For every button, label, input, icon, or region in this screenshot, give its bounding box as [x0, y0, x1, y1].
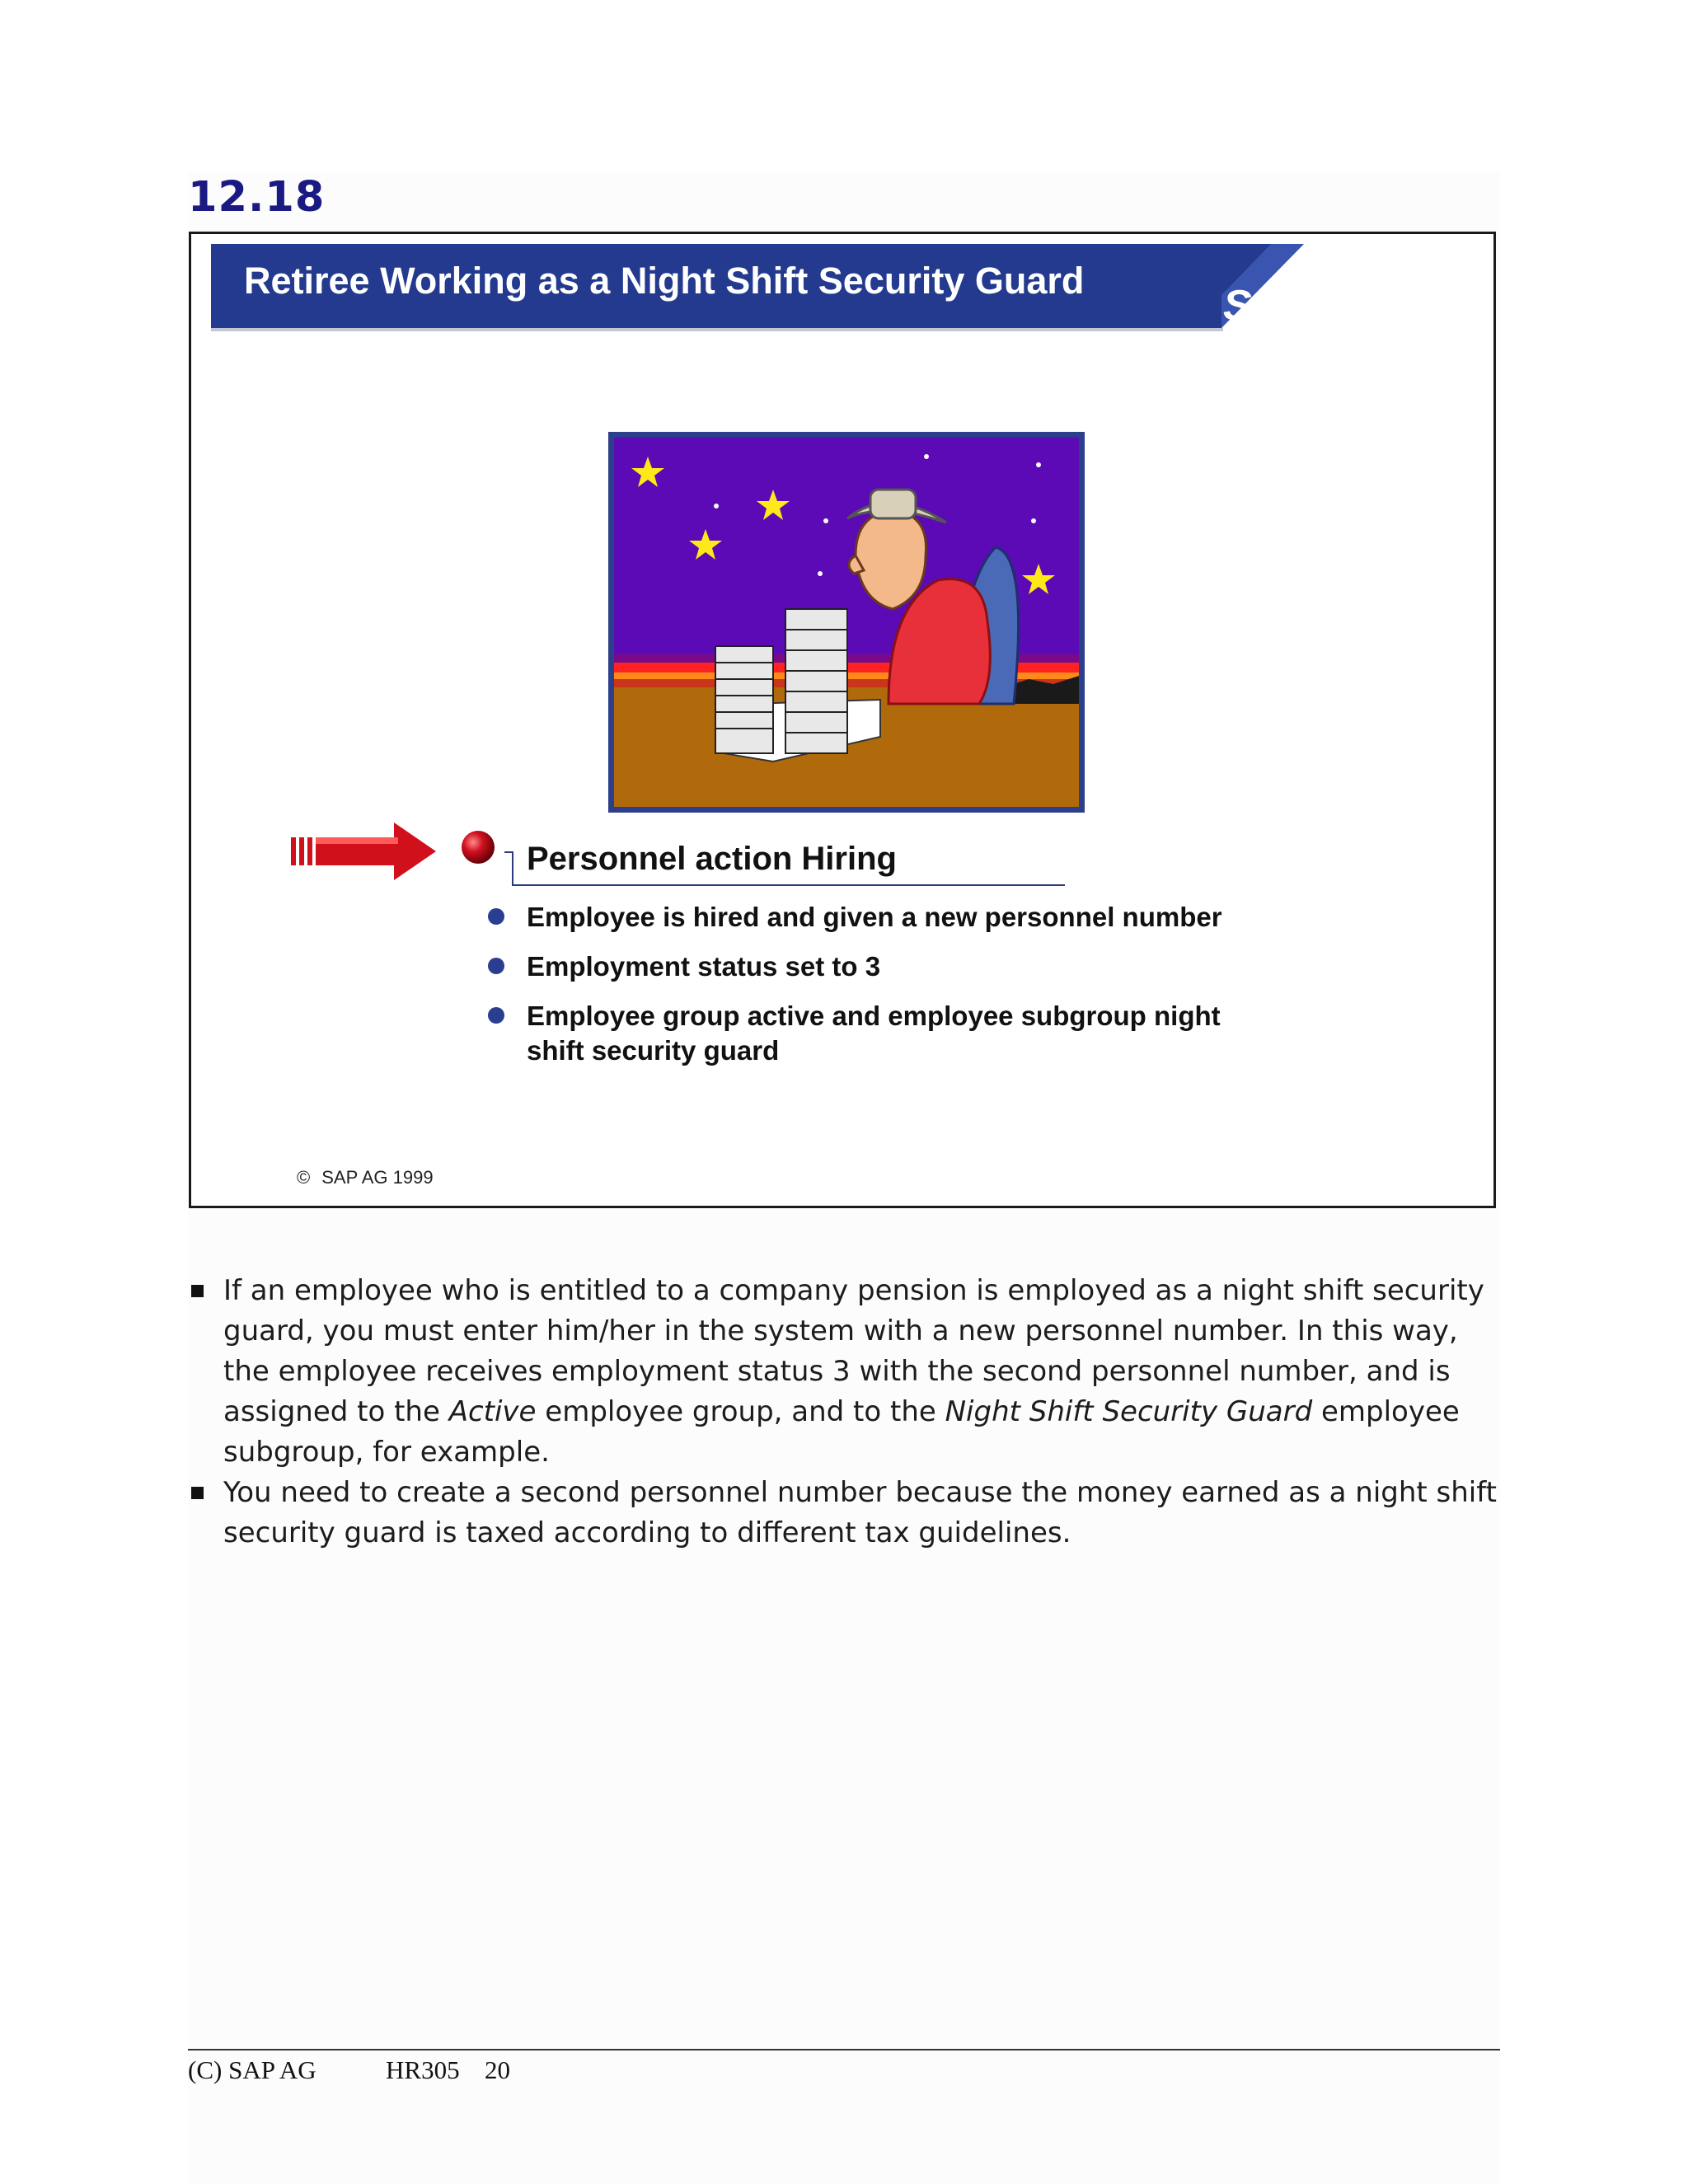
- footer-rule: [188, 2049, 1500, 2050]
- footer-page: 20: [485, 2055, 510, 2084]
- slide-title-banner: [211, 244, 1223, 331]
- red-arrow-icon: [291, 823, 436, 880]
- red-ball-icon: [460, 829, 496, 865]
- footer-company: (C) SAP AG: [188, 2055, 316, 2084]
- slide-copyright: [297, 1167, 434, 1188]
- bullet-dot-icon: [488, 908, 504, 925]
- sap-logo-text: SAP: [1223, 282, 1311, 330]
- note-text: You need to create a second personnel number because the money earned as a night shift security guard is taxed according to different tax guidelines.: [223, 1476, 1497, 1549]
- footer-course: HR305: [386, 2055, 460, 2084]
- copyright-text: SAP AG 1999: [321, 1167, 434, 1188]
- sap-logo: [1221, 244, 1329, 330]
- footer: [188, 2055, 510, 2085]
- bullet-text: Employment status set to 3: [527, 951, 881, 982]
- square-bullet-icon: [191, 1285, 204, 1297]
- slide-title: Retiree Working as a Night Shift Security Guard: [244, 260, 1085, 302]
- slide-frame: [189, 232, 1496, 1208]
- note-text: If an employee who is entitled to a company pension is employed as a night shift security guard, you must enter him/her in the system with a new personnel number. In this way, the employee receives employment status 3 with the second personnel number, and is assigned to the Active employee group, and to the Night Shift Security Guard employee subgroup, for example.: [223, 1274, 1484, 1469]
- bullet-list: [527, 900, 1318, 1083]
- bullet-text: Employee group active and employee subgroup night shift security guard: [527, 1001, 1221, 1066]
- section-number: 12.18: [188, 173, 326, 222]
- bullet-item: [527, 900, 1318, 935]
- copyright-icon: ©: [297, 1167, 311, 1188]
- bullet-text: Employee is hired and given a new personnel number: [527, 902, 1222, 932]
- bullet-dot-icon: [488, 1007, 504, 1024]
- note-item: [188, 1271, 1498, 1473]
- square-bullet-icon: [191, 1487, 204, 1499]
- bullet-dot-icon: [488, 958, 504, 974]
- note-item: [188, 1473, 1498, 1554]
- bullet-item: [527, 949, 1318, 984]
- night-guard-illustration: [608, 432, 1085, 813]
- subheading: Personnel action Hiring: [527, 841, 897, 877]
- notes-list: [188, 1271, 1498, 1554]
- bullet-item: [527, 999, 1268, 1068]
